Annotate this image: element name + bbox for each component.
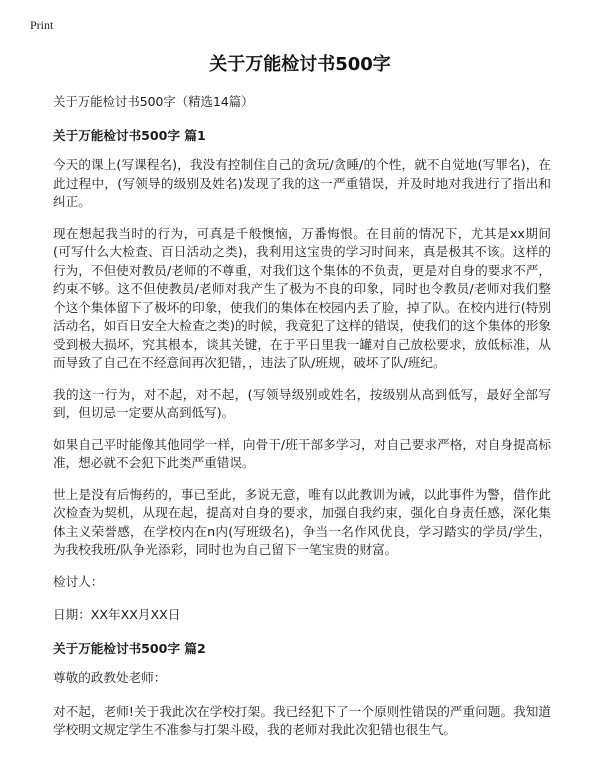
section-heading-1: 关于万能检讨书500字 篇1 [53,127,206,143]
paragraph-2: 现在想起我当时的行为，可真是千般懊恼，万番悔恨。在目前的情况下，尤其是xx期间(可写什么大检查、百日活动之类)，我利用这宝贵的学习时间来，真是极其不该。这样的行为，不但使对教员/老师的不尊重，对我们这个集体的不负责，更是对自身的要求不严，约束不够。这不但使教员/老师对我产生了极为不良的印象，同时也令教员/老师对我们整个这个集体留下了极坏的印象，使我们的集体在校园内丢了脸，掉了队。在校内进行(特别活动名，如百日安全大检查之类)的时候，我竟犯了这样的错误，使我们的这个集体的形象受到极大损坏，究其根本，谈其关键，在于平日里我一罐对自己放松要求，放低标准，从而导致了自己在不经意间再次犯错，，违法了队/班规，破坏了队/班纪。 [53,225,551,370]
document-title: 关于万能检讨书500字 [209,54,391,75]
paragraph-6: 对不起，老师!关于我此次在学校打架。我已经犯下了一个原则性错误的严重问题。我知道学校明文规定学生不准参与打架斗殴，我的老师对我此次犯错也很生气。 [53,703,551,737]
document-content [53,93,551,746]
paragraph-1: 今天的课上(写课程名)，我没有控制住自己的贪玩/贪睡/的个性，就不自觉地(写罪名)，在此过程中，(写领导的级别及姓名)发现了我的这一严重错误，并及时地对我进行了指出和纠正。 [53,157,551,209]
document-subtitle: 关于万能检讨书500字（精选14篇） [53,94,254,109]
paragraph-4: 如果自己平时能像其他同学一样，向骨干/班干部多学习，对自己要求严格，对自身提高标准，想必就不会犯下此类严重错误。 [53,436,551,470]
date-line: 日期：XX年XX月XX日 [53,607,181,622]
print-label[interactable]: Print [30,18,54,32]
greeting-line: 尊敬的政教处老师： [53,670,167,685]
paragraph-5: 世上是没有后悔药的，事已至此，多说无意，唯有以此教训为诫，以此事件为警，借作此次检查为契机，从现在起，提高对自身的要求，加强自我约束，强化自身责任感，深化集体主义荣誉感，在学校内在n内(写班级名)，争当一名作风优良，学习踏实的学员/学生，为我校我班/队争光添彩，同时也为自己留下一笔宝贵的财富。 [53,486,551,557]
section-heading-2: 关于万能检讨书500字 篇2 [53,640,206,656]
paragraph-3: 我的这一行为，对不起，对不起，(写领导级别或姓名，按级别从高到低写，最好全部写到，但切忌一定要从高到低写)。 [53,386,551,420]
signature-label: 检讨人： [53,573,104,589]
